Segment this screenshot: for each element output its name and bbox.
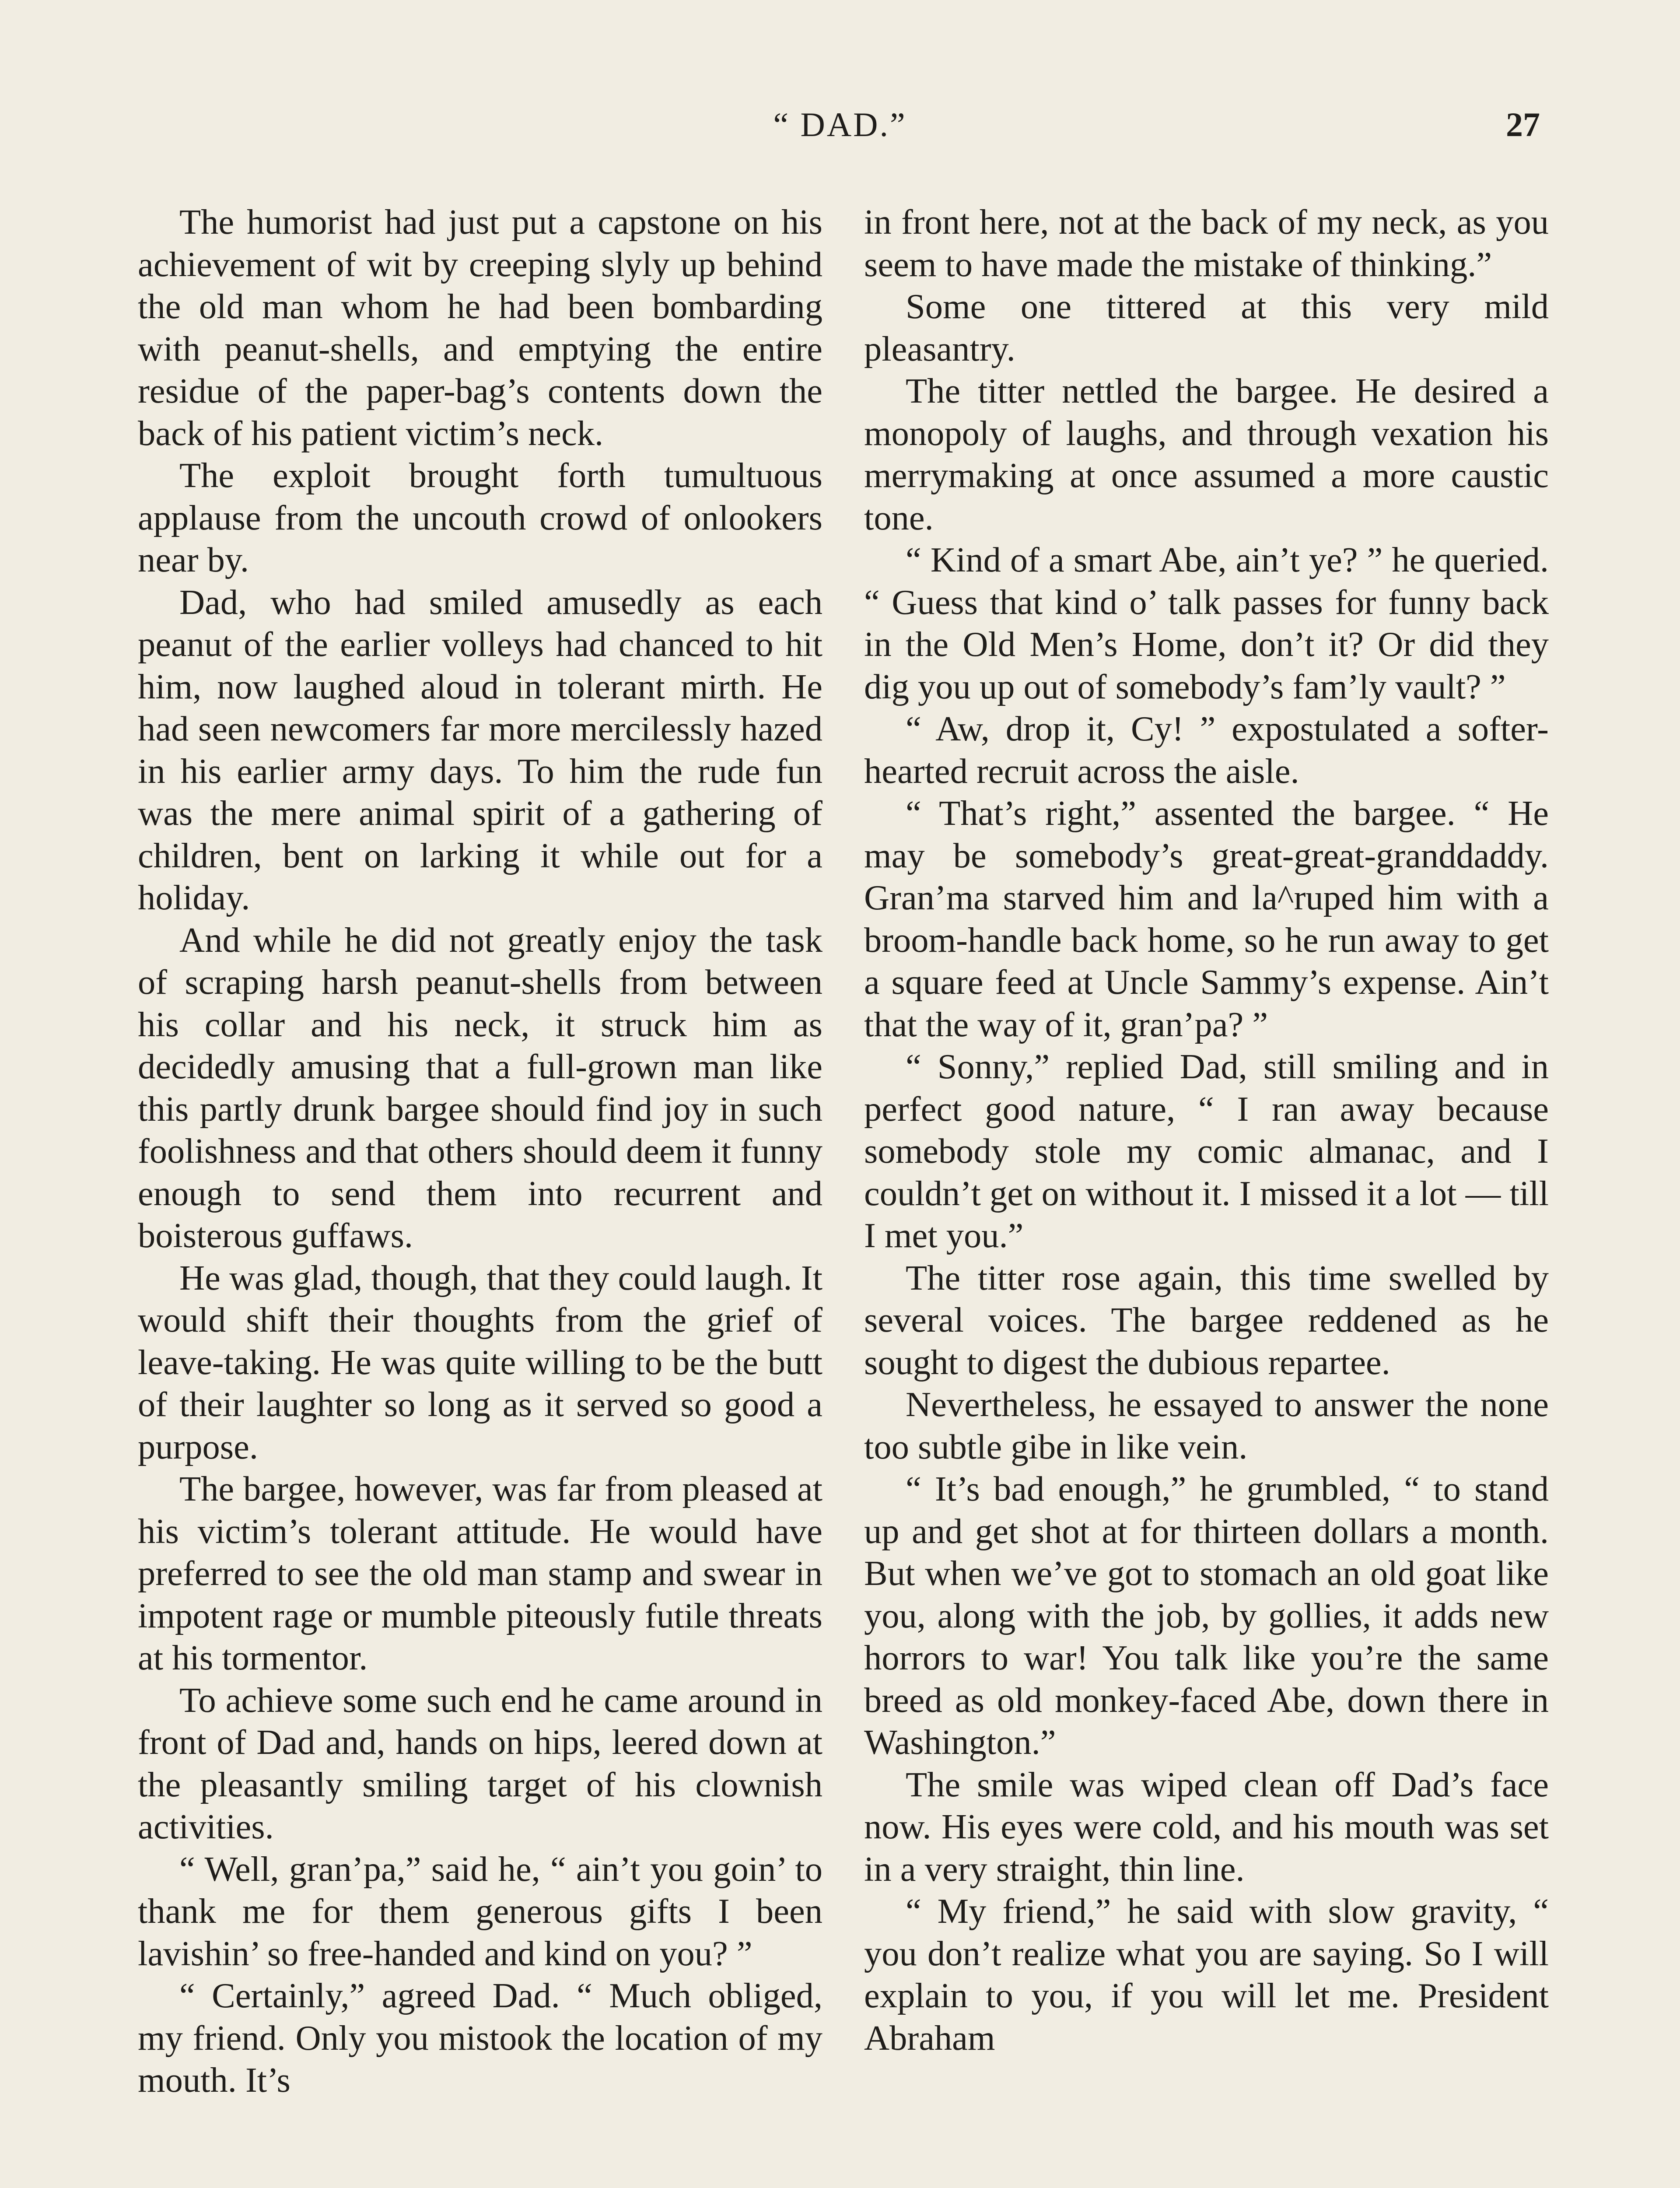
- paragraph: The exploit brought forth tumultuous applause from the uncouth crowd of onlookers near by.: [138, 456, 822, 579]
- paragraph: “ Kind of a smart Abe, ain’t ye? ” he queried. “ Guess that kind o’ talk passes for funny back in the Old Men’s Home, don’t it? Or did they dig you up out of somebody’s fam’ly vault? ”: [864, 540, 1549, 706]
- paragraph: Some one tittered at this very mild pleasantry.: [864, 287, 1549, 368]
- paragraph: “ That’s right,” assented the bargee. “ He may be somebody’s great-great-granddaddy. Gran’ma starved him and la^ruped him with a broom-handle back home, so he run away to get a square feed at Uncle Sammy’s expense. Ain’t that the way of it, gran’pa? ”: [864, 794, 1549, 1044]
- left-text-column: [138, 201, 822, 2102]
- paragraph: “ Aw, drop it, Cy! ” expostulated a softer-hearted recruit across the aisle.: [864, 709, 1549, 791]
- paragraph: Dad, who had smiled amusedly as each peanut of the earlier volleys had chanced to hit him, now laughed aloud in tolerant mirth. He had seen newcomers far more mercilessly hazed in his earlier army days. To him the rude fun was the mere animal spirit of a gathering of children, bent on larking it while out for a holiday.: [138, 582, 822, 917]
- paragraph: To achieve some such end he came around in front of Dad and, hands on hips, leered down at the pleasantly smiling target of his clownish activities.: [138, 1680, 822, 1846]
- page-number: 27: [1506, 105, 1540, 144]
- paragraph: And while he did not greatly enjoy the task of scraping harsh peanut-shells from between his collar and his neck, it struck him as decidedly amusing that a full-grown man like this partly drunk bargee should find joy in such foolishness and that others should deem it funny enough to send them into recurrent and boisterous guffaws.: [138, 920, 822, 1255]
- paragraph: The titter nettled the bargee. He desired a monopoly of laughs, and through vexation his merrymaking at once assumed a more caustic tone.: [864, 372, 1549, 537]
- paragraph: The smile was wiped clean off Dad’s face now. His eyes were cold, and his mouth was set in a very straight, thin line.: [864, 1765, 1549, 1889]
- right-text-column: [864, 201, 1549, 2059]
- paragraph: “ Well, gran’pa,” said he, “ ain’t you goin’ to thank me for them generous gifts I been lavishin’ so free-handed and kind on you? ”: [138, 1849, 822, 1973]
- paragraph-continuation: in front here, not at the back of my neck, as you seem to have made the mistake of thinking.”: [864, 203, 1549, 284]
- paragraph: The titter rose again, this time swelled by several voices. The bargee reddened as he sought to digest the dubious repartee.: [864, 1258, 1549, 1382]
- paragraph: Nevertheless, he essayed to answer the none too subtle gibe in like vein.: [864, 1385, 1549, 1466]
- paragraph: “ Sonny,” replied Dad, still smiling and in perfect good nature, “ I ran away because somebody stole my comic almanac, and I couldn’t get on without it. I missed it a lot — till I met you.”: [864, 1047, 1549, 1255]
- paragraph: “ Certainly,” agreed Dad. “ Much obliged, my friend. Only you mistook the location of my mouth. It’s: [138, 1976, 822, 2100]
- paragraph: The bargee, however, was far from pleased at his victim’s tolerant attitude. He would have preferred to see the old man stamp and swear in impotent rage or mumble piteously futile threats at his tormentor.: [138, 1469, 822, 1677]
- running-title: “ DAD.”: [773, 105, 907, 144]
- paragraph: He was glad, though, that they could laugh. It would shift their thoughts from the grief of leave-taking. He was quite willing to be the butt of their laughter so long as it served so good a purpose.: [138, 1258, 822, 1466]
- paragraph: The humorist had just put a capstone on his achievement of wit by creeping slyly up behind the old man whom he had been bombarding with peanut-shells, and emptying the entire residue of the paper-bag’s contents down the back of his patient victim’s neck.: [138, 203, 822, 453]
- paragraph: “ My friend,” he said with slow gravity, “ you don’t realize what you are saying. So I will explain to you, if you will let me. President Abraham: [864, 1892, 1549, 2058]
- paragraph: “ It’s bad enough,” he grumbled, “ to stand up and get shot at for thirteen dollars a month. But when we’ve got to stomach an old goat like you, along with the job, by gollies, it adds new horrors to war! You talk like you’re the same breed as old monkey-faced Abe, down there in Washington.”: [864, 1469, 1549, 1762]
